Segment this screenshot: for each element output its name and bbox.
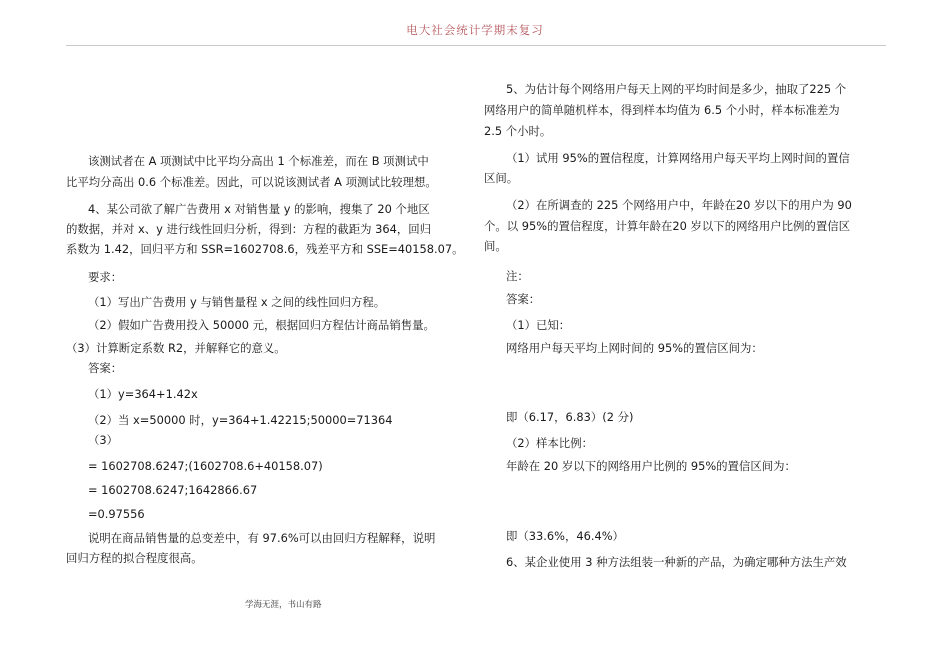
left-text-line: 4、某公司欲了解广告费用 x 对销售量 y 的影响，搜集了 20 个地区: [88, 202, 430, 216]
left-text-line: = 1602708.6247;1642866.67: [88, 483, 258, 497]
right-text-line: 网络用户每天平均上网时间的 95%的置信区间为：: [506, 341, 763, 355]
left-text-line: （1）y=364+1.42x: [88, 387, 198, 401]
left-text-line: （3）计算断定系数 R2，并解释它的意义。: [66, 341, 286, 355]
right-text-line: 6、某企业使用 3 种方法组装一种新的产品，为确定哪种方法生产效: [506, 555, 847, 569]
left-text-line: （1）写出广告费用 y 与销售量程 x 之间的线性回归方程。: [88, 295, 386, 309]
left-text-line: （2）当 x=50000 时，y=364+1.42215;50000=71364: [88, 413, 393, 427]
right-text-line: 2.5 个小时。: [484, 124, 552, 138]
right-text-line: 即（33.6%，46.4%）: [506, 529, 624, 543]
right-text-line: 答案：: [506, 292, 541, 306]
left-text-line: 的数据，并对 x、y 进行线性回归分析，得到：方程的截距为 364，回归: [66, 222, 432, 236]
right-text-line: 年龄在 20 岁以下的网络用户比例的 95%的置信区间为：: [506, 459, 796, 473]
left-text-line: 要求：: [88, 270, 123, 284]
right-text-line: 区间。: [484, 171, 519, 185]
right-text-line: 个。以 95%的置信程度，计算年龄在20 岁以下的网络用户比例的置信区: [484, 219, 850, 233]
left-text-line: （3）: [88, 433, 119, 447]
left-text-line: 该测试者在 A 项测试中比平均分高出 1 个标准差，而在 B 项测试中: [88, 154, 429, 168]
left-text-line: =0.97556: [88, 507, 145, 521]
left-text-line: （2）假如广告费用投入 50000 元，根据回归方程估计商品销售量。: [88, 318, 435, 332]
right-text-line: 5、为估计每个网络用户每天上网的平均时间是多少，抽取了225 个: [506, 82, 847, 96]
left-text-line: = 1602708.6247;(1602708.6+40158.07): [88, 459, 323, 473]
left-text-line: 比平均分高出 0.6 个标准差。因此，可以说该测试者 A 项测试比较理想。: [66, 175, 437, 189]
right-text-line: （2）在所调查的 225 个网络用户中，年龄在20 岁以下的用户为 90: [506, 198, 852, 212]
left-text-line: 说明在商品销售量的总变差中，有 97.6%可以由回归方程解释，说明: [88, 531, 436, 545]
header-divider: [66, 45, 886, 46]
left-text-line: 系数为 1.42，回归平方和 SSR=1602708.6，残差平方和 SSE=40158.07。: [66, 242, 464, 256]
page-footer: 学海无涯，书山有路: [245, 600, 322, 610]
right-text-line: 即（6.17，6.83）(2 分): [506, 410, 634, 424]
right-text-line: 网络用户的简单随机样本，得到样本均值为 6.5 个小时，样本标准差为: [484, 103, 840, 117]
page-header-title: 电大社会统计学期末复习: [406, 23, 544, 37]
right-text-line: （1）已知：: [506, 318, 571, 332]
right-text-line: 间。: [484, 239, 507, 253]
right-text-line: （2）样本比例：: [506, 436, 593, 450]
right-text-line: （1）试用 95%的置信程度，计算网络用户每天平均上网时间的置信: [506, 151, 850, 165]
right-text-line: 注：: [506, 269, 529, 283]
left-text-line: 答案：: [88, 361, 123, 375]
left-text-line: 回归方程的拟合程度很高。: [66, 551, 203, 565]
